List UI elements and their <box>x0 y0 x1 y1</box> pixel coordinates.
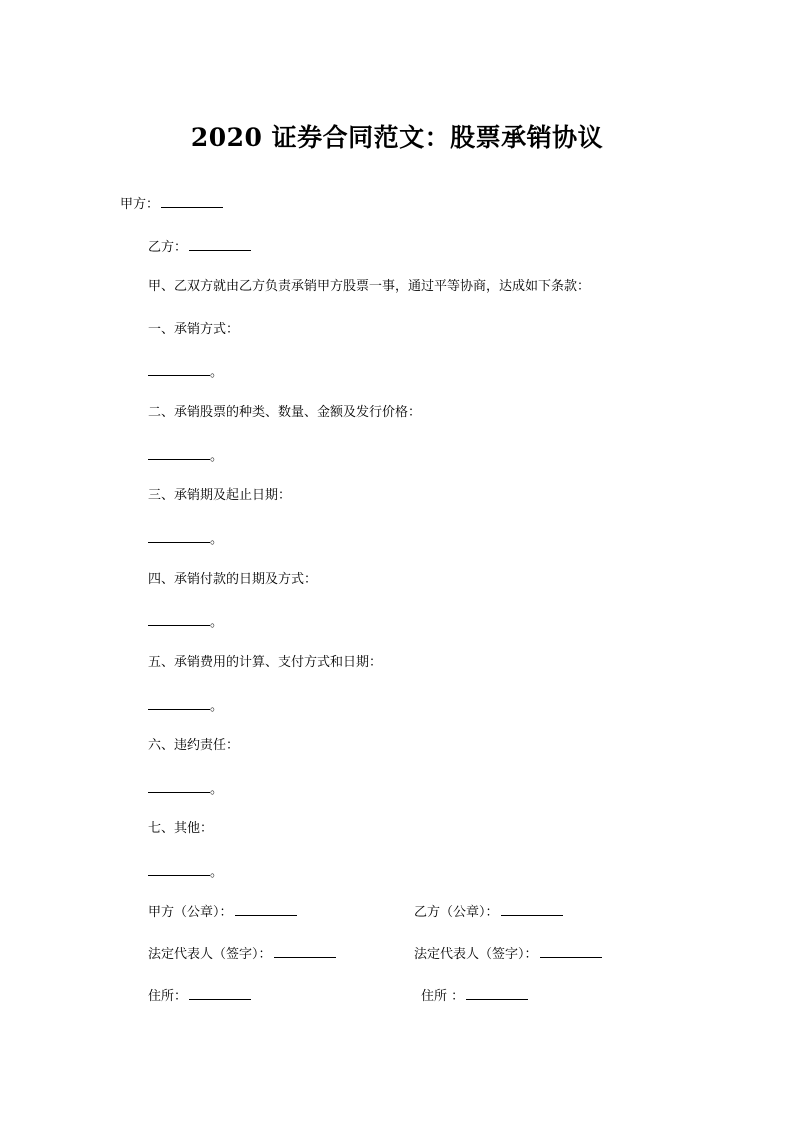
party-b-blank <box>189 237 251 251</box>
section-1-heading: 一、承销方式： <box>148 322 240 337</box>
party-b-line <box>148 237 251 257</box>
section-4-blank-line <box>148 612 223 632</box>
section-2-period: 。 <box>210 449 224 464</box>
legal-rep-b-label: 法定代表人（签字）： <box>414 947 538 962</box>
section-3-period: 。 <box>210 532 224 547</box>
legal-rep-a-line <box>148 944 336 964</box>
section-5-blank <box>148 696 210 710</box>
address-a-label: 住所： <box>148 989 188 1004</box>
section-2-blank-line <box>148 446 223 466</box>
section-2-blank <box>148 446 210 460</box>
section-7-period: 。 <box>210 865 224 880</box>
address-a-blank <box>189 986 251 1000</box>
party-a-label: 甲方： <box>120 197 160 212</box>
legal-rep-b-blank <box>540 944 602 958</box>
section-7-blank <box>148 862 210 876</box>
section-4-period: 。 <box>210 615 224 630</box>
section-4-blank <box>148 612 210 626</box>
party-a-seal-blank <box>235 902 297 916</box>
section-5-period: 。 <box>210 699 224 714</box>
section-1-period: 。 <box>210 365 224 380</box>
party-a-seal-label: 甲方（公章）： <box>148 905 233 920</box>
party-b-seal-label: 乙方（公章）： <box>414 905 499 920</box>
section-6-blank <box>148 779 210 793</box>
section-2-heading: 二、承销股票的种类、数量、金额及发行价格： <box>148 405 422 420</box>
address-a-line <box>148 986 251 1006</box>
section-6-heading: 六、违约责任： <box>148 738 240 753</box>
section-1-blank-line <box>148 362 223 382</box>
section-7-heading: 七、其他： <box>148 821 214 836</box>
section-4-heading: 四、承销付款的日期及方式： <box>148 572 318 587</box>
section-5-heading: 五、承销费用的计算、支付方式和日期： <box>148 655 383 670</box>
address-b-blank <box>466 986 528 1000</box>
party-b-label: 乙方： <box>148 240 188 255</box>
legal-rep-b-line <box>414 944 602 964</box>
section-6-blank-line <box>148 779 223 799</box>
section-7-blank-line <box>148 862 223 882</box>
party-a-line <box>120 194 223 214</box>
section-3-blank <box>148 529 210 543</box>
legal-rep-a-label: 法定代表人（签字）： <box>148 947 272 962</box>
address-b-line <box>421 986 528 1006</box>
section-6-period: 。 <box>210 782 224 797</box>
section-5-blank-line <box>148 696 223 716</box>
party-b-seal-line <box>414 902 563 922</box>
address-b-label: 住所 ： <box>421 989 465 1004</box>
party-a-blank <box>161 194 223 208</box>
legal-rep-a-blank <box>274 944 336 958</box>
section-3-blank-line <box>148 529 223 549</box>
document-title: 2020 证券合同范文：股票承销协议 <box>190 123 604 152</box>
section-3-heading: 三、承销期及起止日期： <box>148 488 292 503</box>
party-b-seal-blank <box>501 902 563 916</box>
intro-paragraph: 甲、乙双方就由乙方负责承销甲方股票一事，通过平等协商，达成如下条款： <box>148 279 591 294</box>
party-a-seal-line <box>148 902 297 922</box>
section-1-blank <box>148 362 210 376</box>
